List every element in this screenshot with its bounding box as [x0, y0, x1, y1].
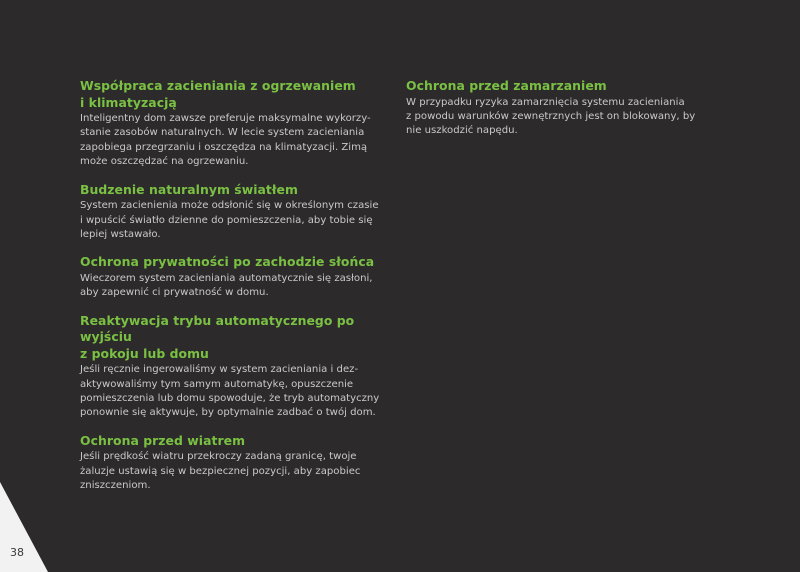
section-privacy [80, 254, 398, 300]
section-wind-protection [80, 433, 398, 494]
section-heading: Ochrona prywatności po zachodzie słońca [80, 254, 375, 270]
section-heading: Ochrona przed zamarzaniem [406, 78, 607, 93]
section-heading: Reaktywacja trybu automatycznego po wyjściu z pokoju lub domu [80, 312, 355, 361]
section-auto-reactivation [80, 313, 398, 421]
page-number: 38 [10, 546, 24, 559]
section-body: Inteligentny dom zawsze preferuje maksymalne wykorzy- stanie zasobów naturalnych. W lecie system zacieniania zapobiega przegrzaniu i oszczędza na klimatyzacji. Zimą może oszczędzać na ogrzewaniu. [80, 113, 371, 168]
section-heading: Ochrona przed wiatrem [80, 432, 246, 448]
section-heating-cooling [80, 78, 398, 170]
section-body: Wieczorem system zacieniania automatycznie się zasłoni, aby zapewnić ci prywatność w domu. [80, 272, 373, 299]
right-column [406, 78, 712, 151]
left-column [80, 78, 398, 506]
section-heading: Budzenie naturalnym światłem [80, 181, 298, 197]
section-body: W przypadku ryzyka zamarznięcia systemu zacieniania z powodu warunków zewnętrznych jest on blokowany, by nie uszkodzić napędu. [406, 96, 696, 137]
section-body: Jeśli ręcznie ingerowaliśmy w system zacieniania i dez- aktywowaliśmy tym samym automatykę, opuszczenie pomieszczenia lub domu spowoduje, że tryb automatyczny ponownie się aktywuje, by optymalnie zadbać o twój dom. [80, 364, 380, 419]
section-wake-light [80, 182, 398, 243]
section-heading: Współpraca zacieniania z ogrzewaniem i klimatyzacją [80, 78, 356, 110]
page-corner-decoration [0, 482, 48, 572]
section-body: Jeśli prędkość wiatru przekroczy zadaną granicę, twoje żaluzje ustawią się w bezpiecznej pozycji, aby zapobiec zniszczeniom. [80, 451, 361, 492]
section-freeze-protection [406, 78, 712, 139]
section-body: System zacienienia może odsłonić się w określonym czasie i wpuścić światło dzienne do pomieszczenia, aby tobie się lepiej wstawało. [80, 200, 379, 240]
